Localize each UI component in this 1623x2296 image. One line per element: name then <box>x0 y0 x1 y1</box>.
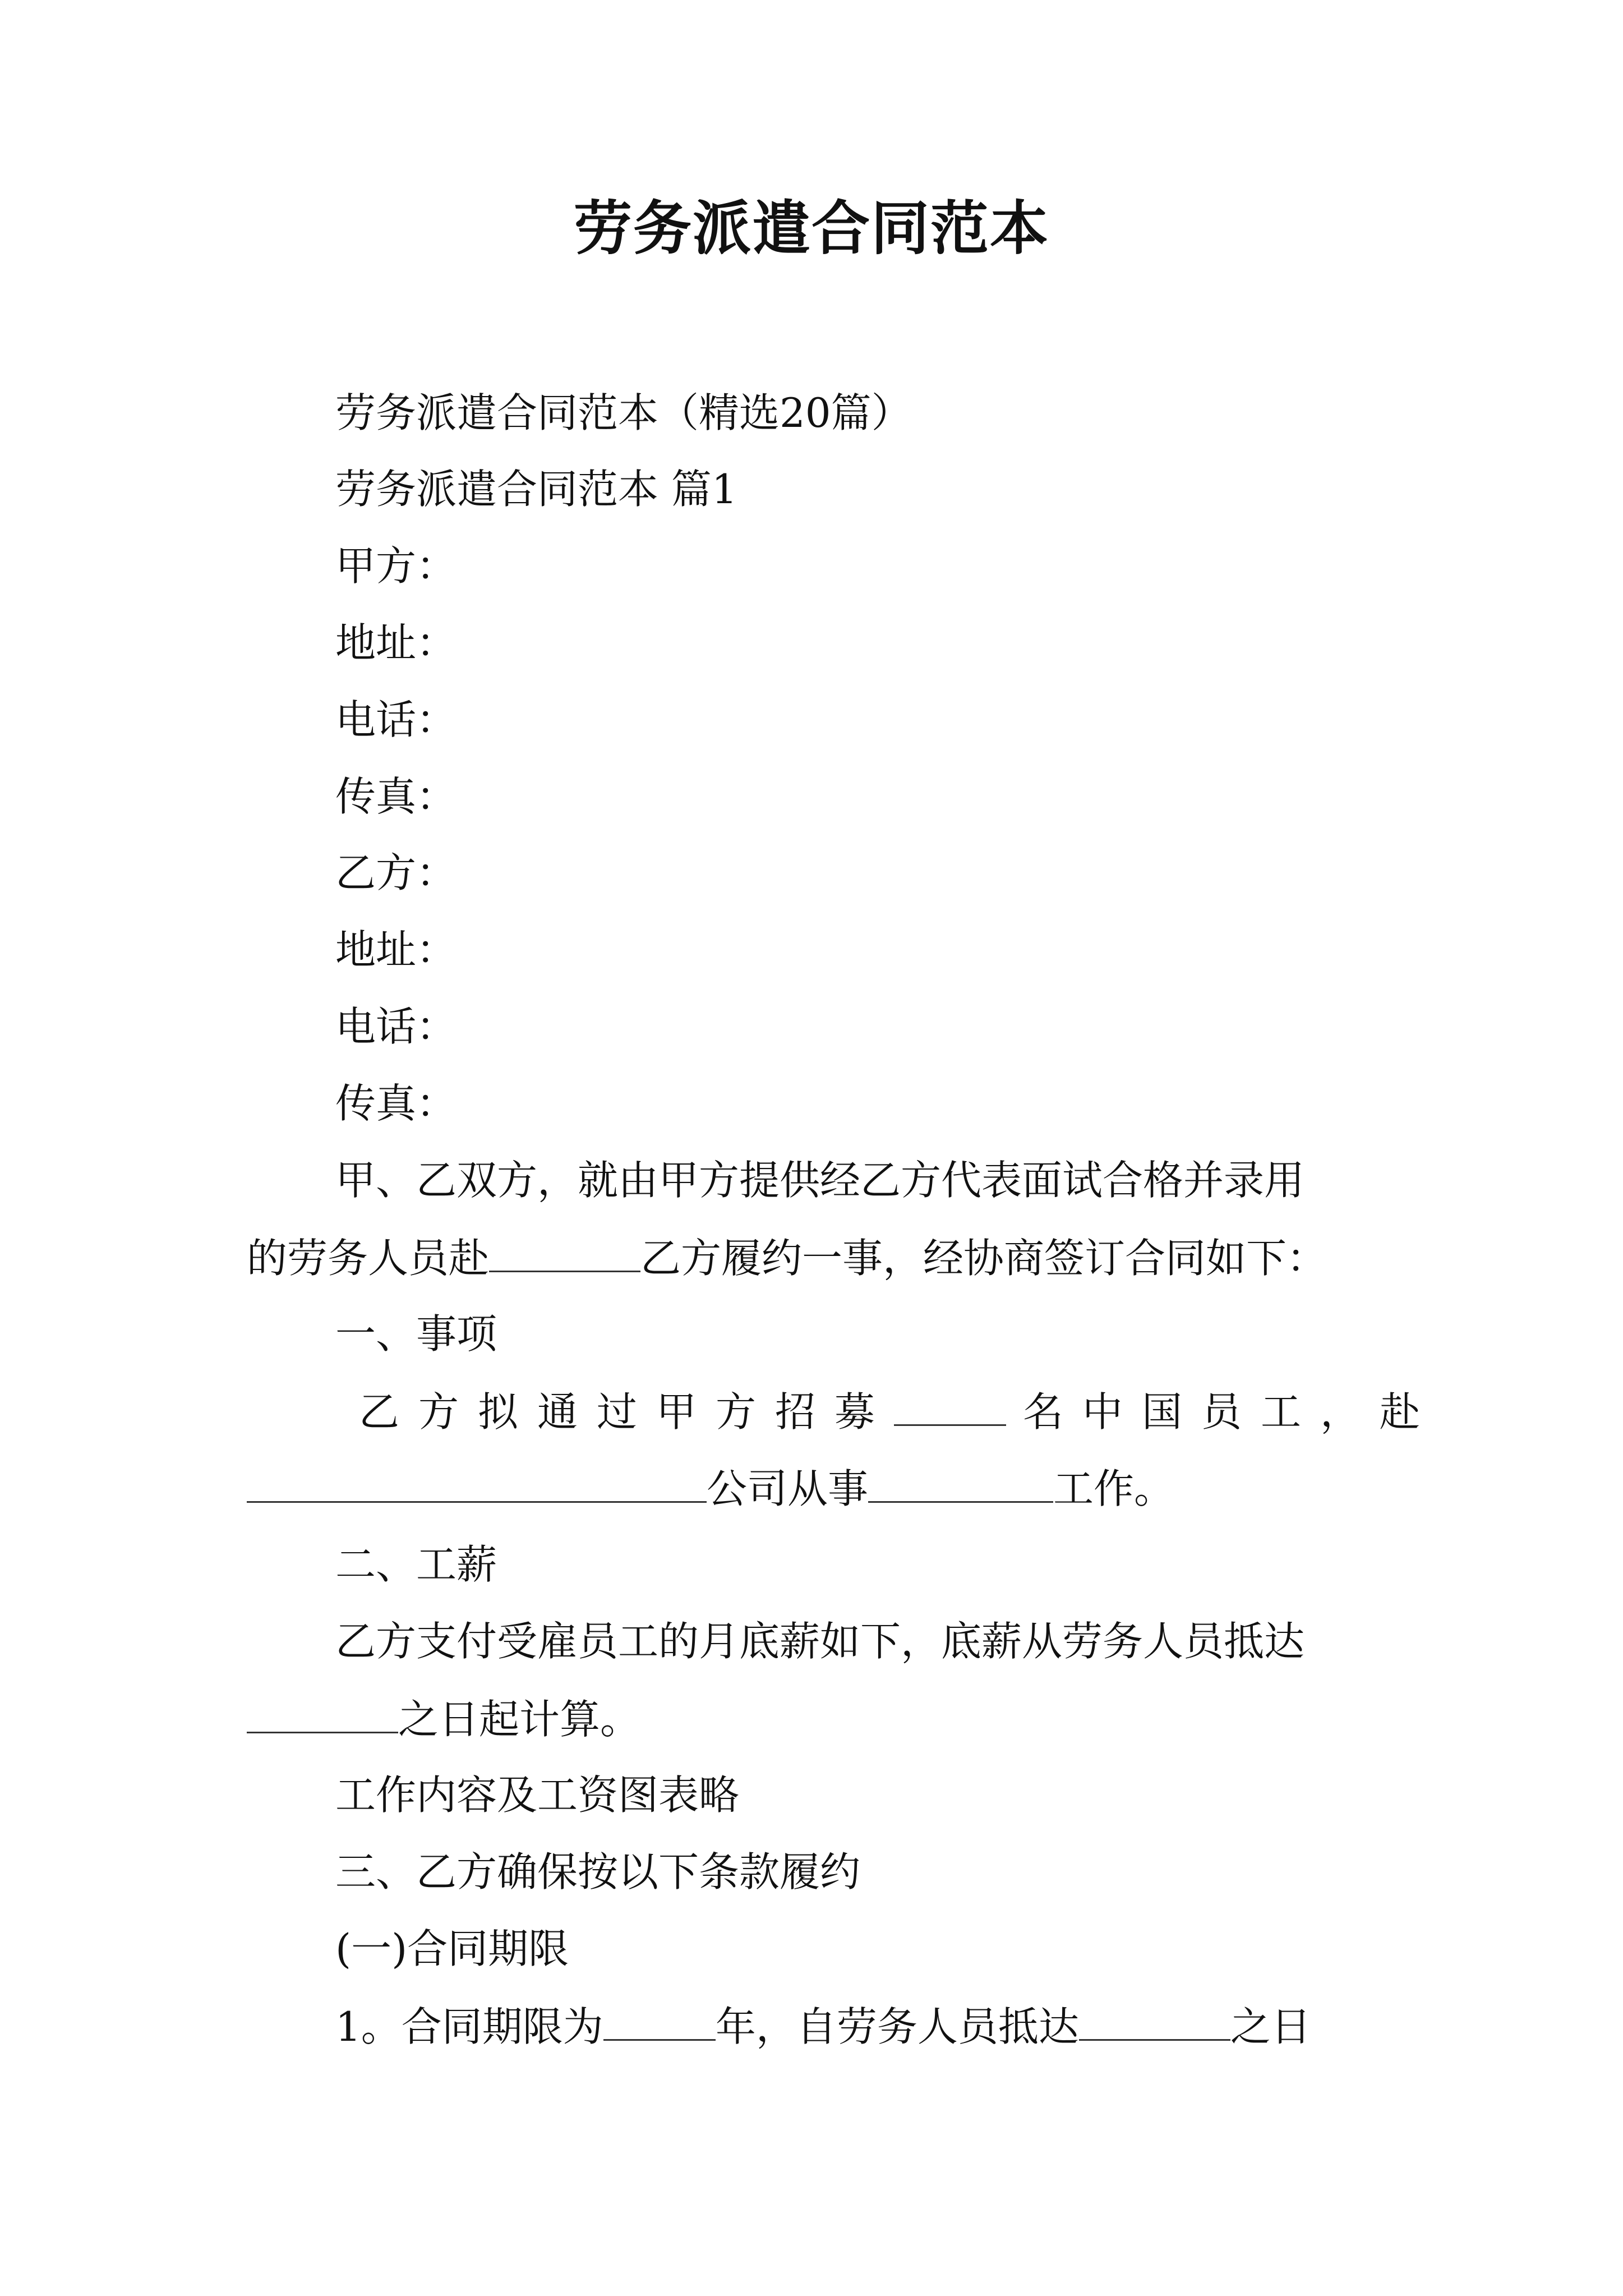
clause-2-line-2-text: 之日起计算。 <box>398 1696 641 1743</box>
clause-1-line-1-start: 乙方拟通过甲方招募 <box>359 1388 895 1435</box>
party-a-label: 甲方： <box>335 542 457 590</box>
party-b-label: 乙方： <box>335 849 457 896</box>
party-b-phone: 电话： <box>335 1003 457 1050</box>
party-b-fax: 传真： <box>335 1080 457 1127</box>
clause-1-line-1 <box>359 1388 1440 1435</box>
clause-2-line-2 <box>247 1696 641 1743</box>
intro-line-2-end: 乙方履约一事，经协商签订合同如下： <box>640 1235 1327 1282</box>
blank-field <box>1079 2005 1230 2041</box>
clause-3-heading: 三、乙方确保按以下条款履约 <box>335 1848 861 1895</box>
party-a-address: 地址： <box>335 619 457 666</box>
clause-2-line-1: 乙方支付受雇员工的月底薪如下，底薪从劳务人员抵达 <box>335 1618 1305 1665</box>
clause-2-note: 工作内容及工资图表略 <box>335 1772 740 1819</box>
clause-1-heading: 一、事项 <box>335 1310 497 1358</box>
clause-3-item-1-end: 之日 <box>1230 2003 1311 2050</box>
clause-3-item-1 <box>335 2003 1311 2050</box>
blank-field <box>868 1467 1053 1503</box>
clause-3-item-1-start: 1。合同期限为 <box>335 2003 603 2050</box>
clause-1-line-2-end: 工作。 <box>1053 1465 1175 1512</box>
clause-1-line-2-middle: 公司从事 <box>707 1465 869 1512</box>
clause-1-line-2 <box>247 1465 1175 1512</box>
blank-field <box>603 2005 716 2041</box>
document-subtitle: 劳务派遣合同范本（精选20篇） <box>335 389 912 436</box>
intro-line-2-start: 的劳务人员赴 <box>247 1235 490 1282</box>
party-b-address: 地址： <box>335 926 457 973</box>
blank-field <box>247 1698 398 1733</box>
document-title: 劳务派遣合同范本 <box>573 194 1049 263</box>
clause-3-item-1-middle: 年，自劳务人员抵达 <box>715 2003 1079 2050</box>
intro-line-1: 甲、乙双方，就由甲方提供经乙方代表面试合格并录用 <box>335 1157 1305 1204</box>
clause-1-line-1-end: 名中国员工，赴 <box>1023 1388 1440 1435</box>
blank-field <box>894 1391 1006 1426</box>
clause-3-sub-1: (一)合同期限 <box>335 1925 569 1972</box>
intro-line-2 <box>247 1235 1327 1282</box>
clause-2-heading: 二、工薪 <box>335 1541 497 1588</box>
party-a-phone: 电话： <box>335 696 457 743</box>
section-heading: 劳务派遣合同范本 篇1 <box>335 466 737 513</box>
blank-field <box>247 1467 707 1503</box>
blank-field <box>489 1237 640 1272</box>
party-a-fax: 传真： <box>335 773 457 820</box>
